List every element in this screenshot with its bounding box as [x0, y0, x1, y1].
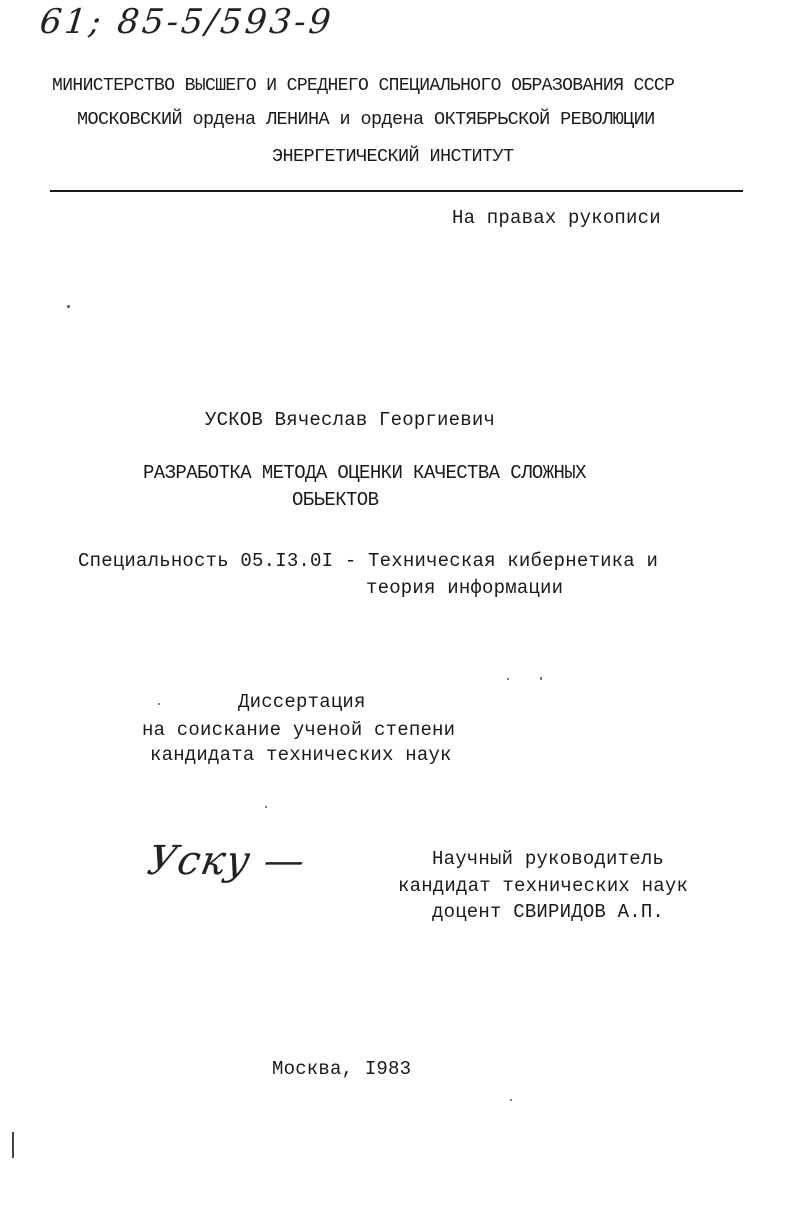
header-divider: [50, 190, 743, 192]
archive-mark: 61; 85-5/593-9: [37, 2, 336, 42]
author-name: УСКОВ Вячеслав Георгиевич: [205, 409, 496, 431]
dissertation-label: Диссертация: [238, 691, 366, 713]
dissertation-degree-line1: на соискание ученой степени: [142, 719, 456, 741]
supervisor-name: доцент СВИРИДОВ А.П.: [432, 901, 665, 923]
scan-speck: [510, 1099, 512, 1101]
scan-speck: [507, 678, 509, 680]
supervisor-role: Научный руководитель: [432, 848, 665, 870]
thesis-title-line1: РАЗРАБОТКА МЕТОДА ОЦЕНКИ КАЧЕСТВА СЛОЖНЫХ: [143, 462, 586, 484]
scan-speck: [540, 677, 542, 680]
thesis-title-line2: ОБЬЕКТОВ: [292, 489, 379, 511]
author-signature: Уску —: [143, 838, 310, 884]
rights-note: На правах рукописи: [452, 207, 661, 229]
scan-edge-mark: [12, 1132, 14, 1158]
specialty-line1: Специальность 05.I3.0I - Техническая кибернетика и: [78, 550, 659, 572]
header-institute-name: МОСКОВСКИЙ ордена ЛЕНИНА и ордена ОКТЯБРЬСКОЙ РЕВОЛЮЦИИ: [77, 109, 655, 130]
header-institute-type: ЭНЕРГЕТИЧЕСКИЙ ИНСТИТУТ: [272, 146, 514, 167]
supervisor-degree: кандидат технических наук: [398, 875, 689, 897]
dissertation-degree-line2: кандидата технических наук: [150, 744, 452, 766]
specialty-line2: теория информации: [366, 577, 564, 599]
scan-speck: [265, 806, 267, 808]
scan-speck: [67, 305, 70, 308]
scan-speck: [158, 703, 160, 705]
place-year: Москва, I983: [272, 1058, 412, 1080]
header-ministry: МИНИСТЕРСТВО ВЫСШЕГО И СРЕДНЕГО СПЕЦИАЛЬНОГО ОБРАЗОВАНИЯ СССР: [52, 76, 675, 96]
